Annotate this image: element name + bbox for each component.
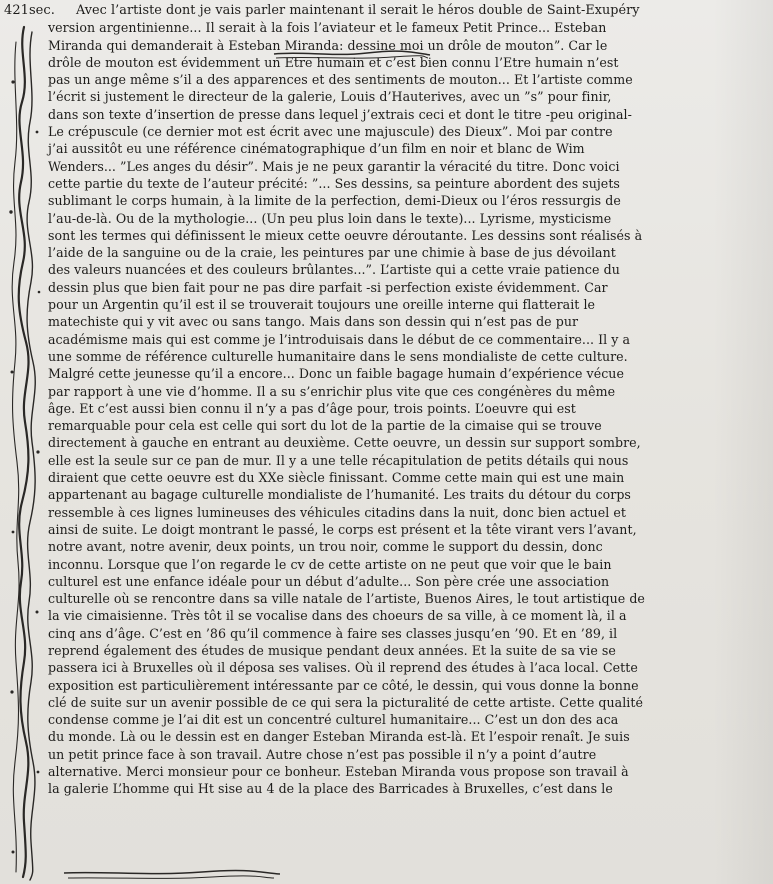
text-line: appartenant au bagage culturelle mondialiste de l’humanité. Les traits du détour du corps — [48, 487, 631, 503]
text-line: pas un ange même s’il a des apparences et des sentiments de mouton... Et l’artiste comme — [48, 72, 633, 88]
handwritten-underline-galerie — [62, 868, 282, 882]
text-line: une somme de référence culturelle humanitaire dans le sens mondialiste de cette culture. — [48, 348, 628, 364]
text-line: reprend également des études de musique pendant deux années. Et la suite de sa vie se — [48, 642, 616, 658]
text-line: matechiste qui y vit avec ou sans tango. Mais dans son dessin qui n’est pas de pur — [48, 314, 579, 330]
text-line: l’au-de-là. Ou de la mythologie... (Un peu plus loin dans le texte)... Lyrisme, mysticisme — [48, 210, 612, 226]
text-line-1 — [4, 2, 766, 19]
text-line: un petit prince face à son travail. Autre chose n’est pas possible il n’y a point d’autre — [48, 746, 597, 762]
text-line: Le crépuscule (ce dernier mot est écrit avec une majuscule) des Dieux”. Moi par contre — [48, 124, 613, 140]
text-line: pour un Argentin qu’il est il se trouverait toujours une oreille interne qui flatterait le — [48, 297, 596, 313]
text-line: ainsi de suite. Le doigt montrant le passé, le corps est présent et la tête virant vers l’avant, — [48, 521, 637, 537]
text-line: inconnu. Lorsque que l’on regarde le cv de cette artiste on ne peut que voir que le bain — [48, 556, 612, 572]
text-line: sont les termes qui définissent le mieux cette oeuvre déroutante. Les dessins sont réalisés à — [48, 227, 643, 243]
text-line: culturel est une enfance idéale pour un début d’adulte... Son père crée une association — [48, 573, 610, 589]
text-line: directement à gauche en entrant au deuxième. Cette oeuvre, un dessin sur support sombre, — [48, 435, 641, 451]
text-line: la vie cimaisienne. Très tôt il se vocalise dans des choeurs de sa ville, à ce moment là, il a — [48, 608, 627, 624]
text-line: l’aide de la sanguine ou de la craie, les peintures par une chimie à base de jus dévoilant — [48, 245, 616, 261]
text-line: Miranda qui demanderait à Esteban Miranda: dessine moi un drôle de mouton”. Car le — [48, 37, 608, 53]
text-line: âge. Et c’est aussi bien connu il n’y a pas d’âge pour, trois points. L’oeuvre qui est — [48, 400, 576, 416]
text-line: dessin plus que bien fait pour ne pas dire parfait -si perfection existe évidemment. Car — [48, 279, 608, 295]
text-line: ressemble à ces lignes lumineuses des véhicules citadins dans la nuit, donc bien actuel et — [48, 504, 626, 520]
text-line — [4, 798, 766, 815]
text-line: version argentinienne... Il serait à la fois l’aviateur et le fameux Petit Prince... Esteban — [48, 20, 607, 36]
text-line: clé de suite sur un avenir possible de ce qui sera la picturalité de cette artiste. Cette qualité — [48, 694, 643, 710]
text-line: la galerie L’homme qui Ht sise au 4 de la place des Barricades à Bruxelles, c’est dans le — [48, 781, 613, 797]
text-line: passera ici à Bruxelles où il déposa ses valises. Où il reprend des études à l’aca local. Cette — [48, 660, 638, 676]
text-line: exposition est particulièrement intéressante par ce côté, le dessin, qui vous donne la bonne — [48, 677, 639, 693]
first-line-text: Avec l’artiste dont je vais parler maintenant il serait le héros double de Saint-Exupéry — [76, 3, 640, 18]
text-line: Wenders... ”Les anges du désir”. Mais je ne peux garantir la véracité du titre. Donc voici — [48, 158, 620, 174]
text-line: notre avant, notre avenir, deux points, un trou noir, comme le support du dessin, donc — [48, 539, 603, 555]
text-line: des valeurs nuancées et des couleurs brûlantes...”. L’artiste qui a cette vraie patience du — [48, 262, 620, 278]
text-line: dans son texte d’insertion de presse dans lequel j’extrais ceci et dont le titre -peu original- — [48, 106, 632, 122]
text-line: drôle de mouton est évidemment un Etre humain et c’est bien connu l’Etre humain n’est — [48, 54, 619, 70]
text-line: alternative. Merci monsieur pour ce bonheur. Esteban Miranda vous propose son travail à — [48, 764, 629, 780]
time-label: 421sec. — [4, 3, 55, 18]
text-line: diraient que cette oeuvre est du XXe siècle finissant. Comme cette main qui est une main — [48, 470, 625, 486]
article-text — [4, 2, 766, 832]
text-line: académisme mais qui est comme je l’introduisais dans le début de ce commentaire... Il y a — [48, 331, 631, 347]
text-line: remarquable pour cela est celle qui sort du lot de la partie de la cimaise qui se trouve — [48, 418, 602, 434]
text-line: cinq ans d’âge. C’est en ’86 qu’il commence à faire ses classes jusqu’en ’90. Et en ’89, il — [48, 625, 618, 641]
text-line: j’ai aussitôt eu une référence cinématographique d’un film en noir et blanc de Wim — [48, 141, 585, 157]
text-line: condense comme je l’ai dit est un concentré culturel humanitaire... C’est un don des aca — [48, 712, 619, 728]
text-line: par rapport à une vie d’homme. Il a su s’enrichir plus vite que ces congénères du même — [48, 383, 616, 399]
text-line: du monde. Là ou le dessin est en danger Esteban Miranda est-là. Et l’espoir renaît. Je suis — [48, 729, 630, 745]
text-line: l’écrit si justement le directeur de la galerie, Louis d’Hauterives, avec un ”s” pour finir, — [48, 89, 612, 105]
text-line: culturelle où se rencontre dans sa ville natale de l’artiste, Buenos Aires, le tout artistique de — [48, 591, 645, 607]
text-line: Malgré cette jeunesse qu’il a encore... Donc un faible bagage humain d’expérience vécue — [48, 366, 624, 382]
text-line: elle est la seule sur ce pan de mur. Il y a une telle récapitulation de petits détails qui nous — [48, 452, 629, 468]
text-line: cette partie du texte de l’auteur précité: ”... Ses dessins, sa peinture abordent des sujets — [48, 175, 620, 191]
text-line — [4, 815, 766, 832]
text-line: sublimant le corps humain, à la limite de la perfection, demi-Dieux ou l’éros ressurgis de — [48, 193, 621, 209]
